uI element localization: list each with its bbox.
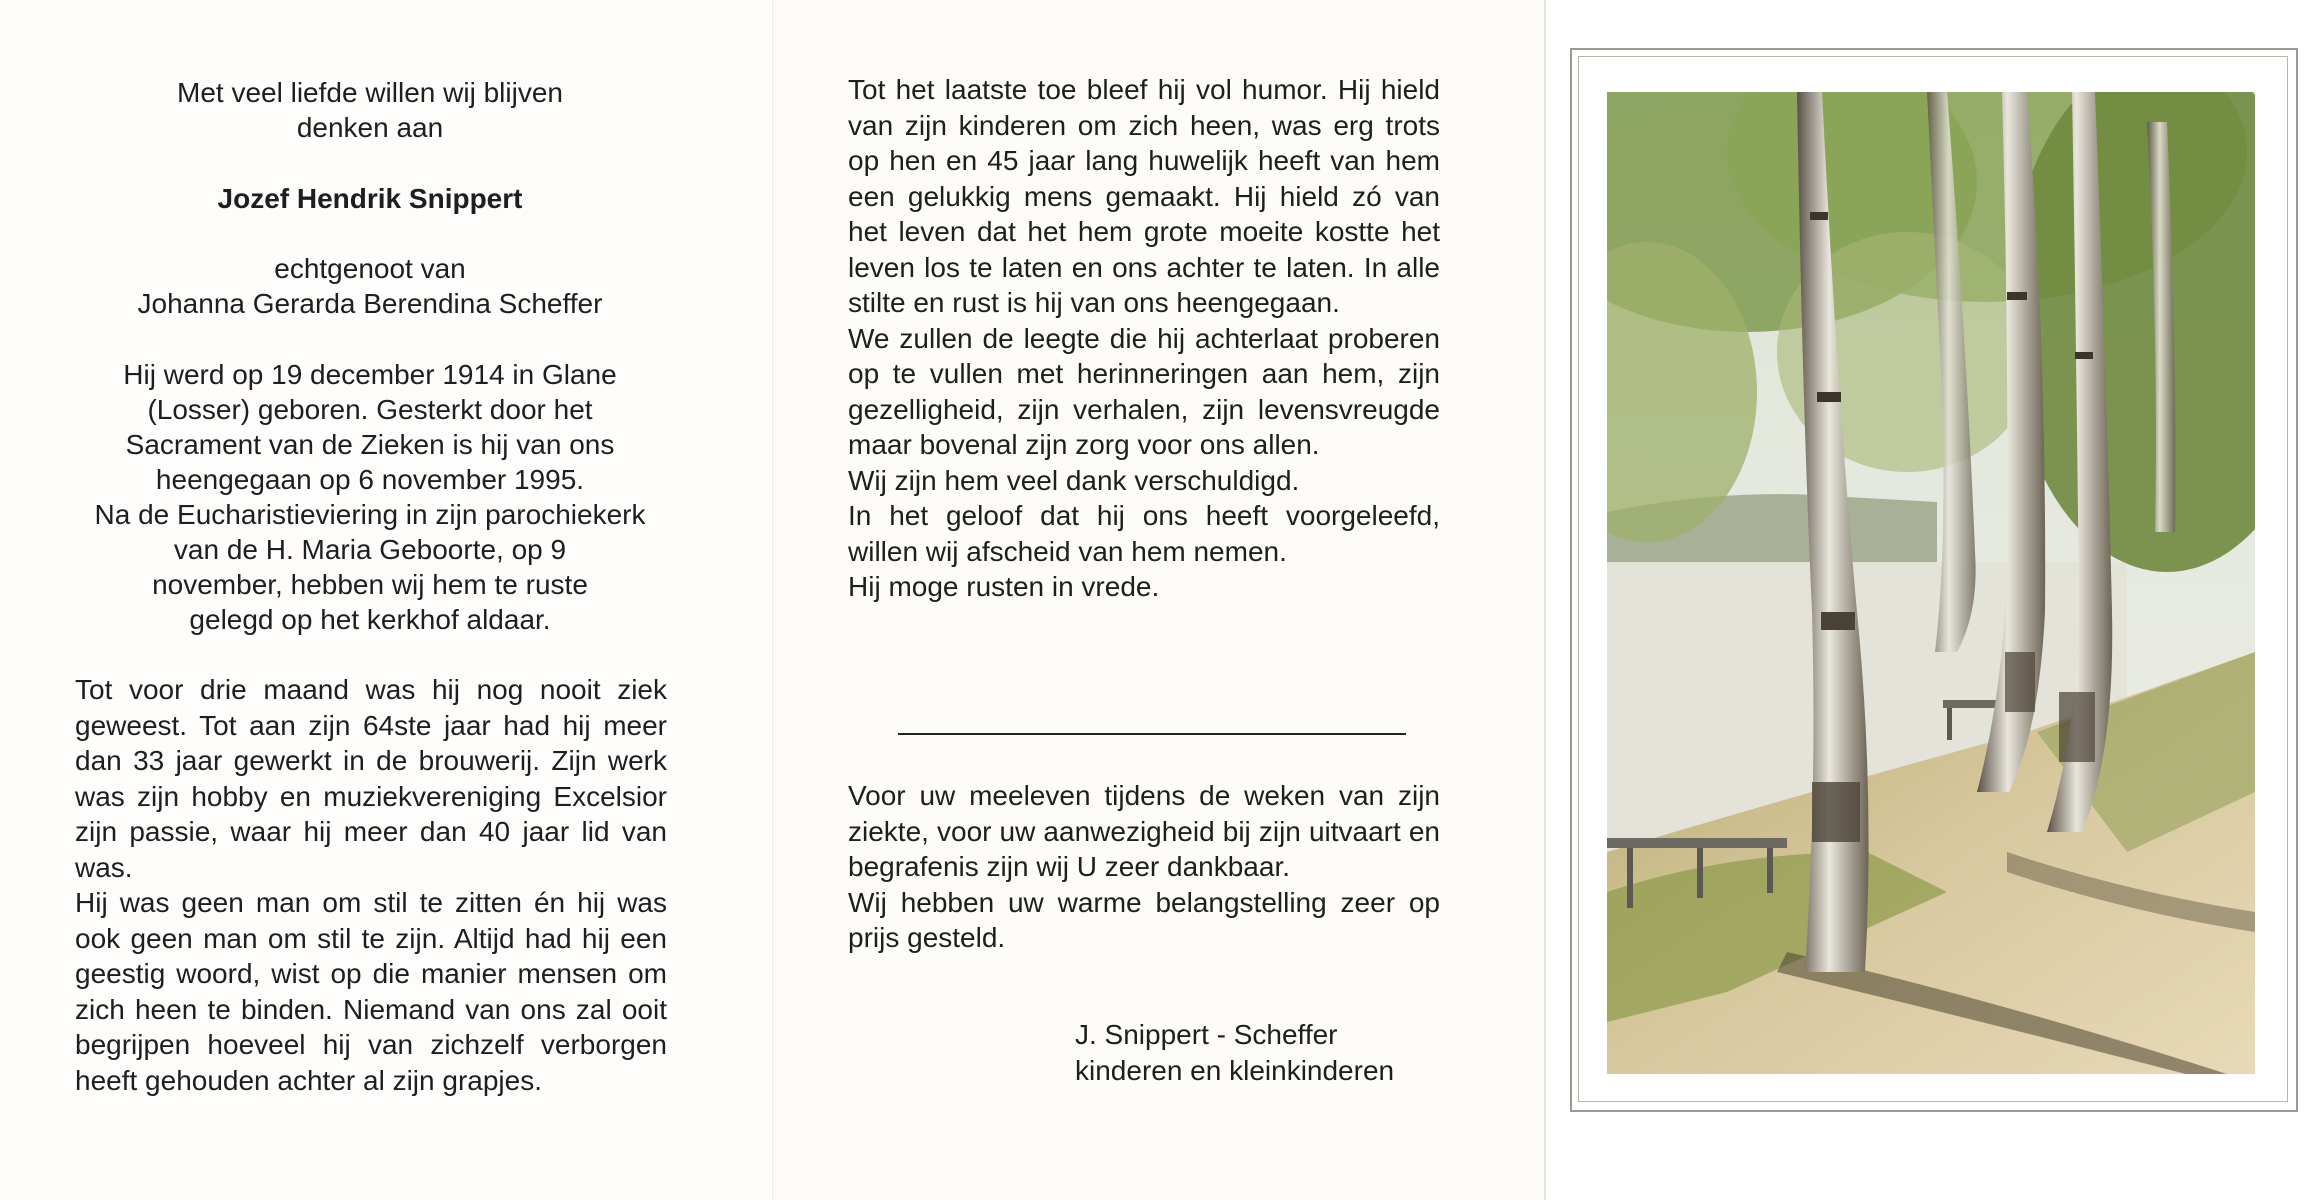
memory-paragraph: We zullen de leegte die hij achterlaat proberen op te vullen met herinneringen aan hem, zijn gezelligheid, zijn verhalen, zijn levensvreugde maar bovenal zijn zorg voor ons allen. <box>848 322 1440 460</box>
life-paragraph: Hij was geen man om stil te zitten én hij was ook geen man om stil te zijn. Altijd had hij een geestig woord, wist op die manier mensen om zich heen te binden. Niemand van ons zal ooit begrijpen hoeveel hij van zichzelf verborgen heeft gehouden achter al zijn grapjes. <box>75 887 667 1096</box>
bio-line: november, hebben wij hem te ruste <box>152 569 588 600</box>
signature-line: kinderen en kleinkinderen <box>1075 1054 1395 1086</box>
thanks-paragraph: Voor uw meeleven tijdens de weken van zijn ziekte, voor uw aanwezigheid bij zijn uitvaart en begrafenis zijn wij U zeer dankbaar. <box>848 780 1440 882</box>
thanks-text <box>848 778 1440 956</box>
bio-line: gelegd op het kerkhof aldaar. <box>189 604 551 635</box>
life-paragraph: Tot voor drie maand was hij nog nooit ziek geweest. Tot aan zijn 64ste jaar had hij meer dan 33 jaar gewerkt in de brouwerij. Zijn werk was zijn hobby en muziekvereniging Excelsior zijn passie, waar hij meer dan 40 jaar lid van was. <box>75 674 667 883</box>
intro-line: Met veel liefde willen wij blijven <box>177 77 563 108</box>
bio-line: Na de Eucharistieviering in zijn parochiekerk <box>94 499 646 530</box>
signature <box>1075 1017 1394 1088</box>
memories-text <box>848 72 1440 605</box>
memory-paragraph: Wij zijn hem veel dank verschuldigd. <box>848 464 1300 496</box>
bio-line: Sacrament van de Zieken is hij van ons <box>125 429 615 460</box>
spouse-line: echtgenoot van <box>274 253 466 284</box>
bio-line: Hij werd op 19 december 1914 in Glane <box>123 359 617 390</box>
memory-paragraph: Tot het laatste toe bleef hij vol humor. Hij hield van zijn kinderen om zich heen, was erg trots op hen en 45 jaar lang huwelijk heeft van hem een gelukkig mens gemaakt. Hij hield zó van het leven dat het hem grote moeite kostte het leven los te laten en ons achter te laten. In alle stilte en rust is hij van ons heengegaan. <box>848 74 1440 318</box>
deceased-name: Jozef Hendrik Snippert <box>217 183 523 214</box>
intro-text <box>70 75 670 145</box>
thanks-paragraph: Wij hebben uw warme belangstelling zeer op prijs gesteld. <box>848 886 1440 953</box>
intro-line: denken aan <box>296 112 444 143</box>
signature-line: J. Snippert - Scheffer <box>1075 1019 1338 1050</box>
bio-line: van de H. Maria Geboorte, op 9 <box>173 534 567 565</box>
spouse-line: Johanna Gerarda Berendina Scheffer <box>137 288 603 319</box>
memory-paragraph: In het geloof dat hij ons heeft voorgeleefd, willen wij afscheid van hem nemen. <box>848 500 1440 567</box>
memory-paragraph: Hij moge rusten in vrede. <box>848 571 1160 602</box>
spouse-text <box>70 251 670 321</box>
birch-trees-lake-photo <box>1607 92 2255 1074</box>
life-story <box>75 672 667 1098</box>
bio-line: (Losser) geboren. Gesterkt door het <box>147 394 593 425</box>
bio-line: heengegaan op 6 november 1995. <box>155 464 585 495</box>
divider-line <box>898 733 1406 735</box>
bio-text <box>70 357 670 637</box>
